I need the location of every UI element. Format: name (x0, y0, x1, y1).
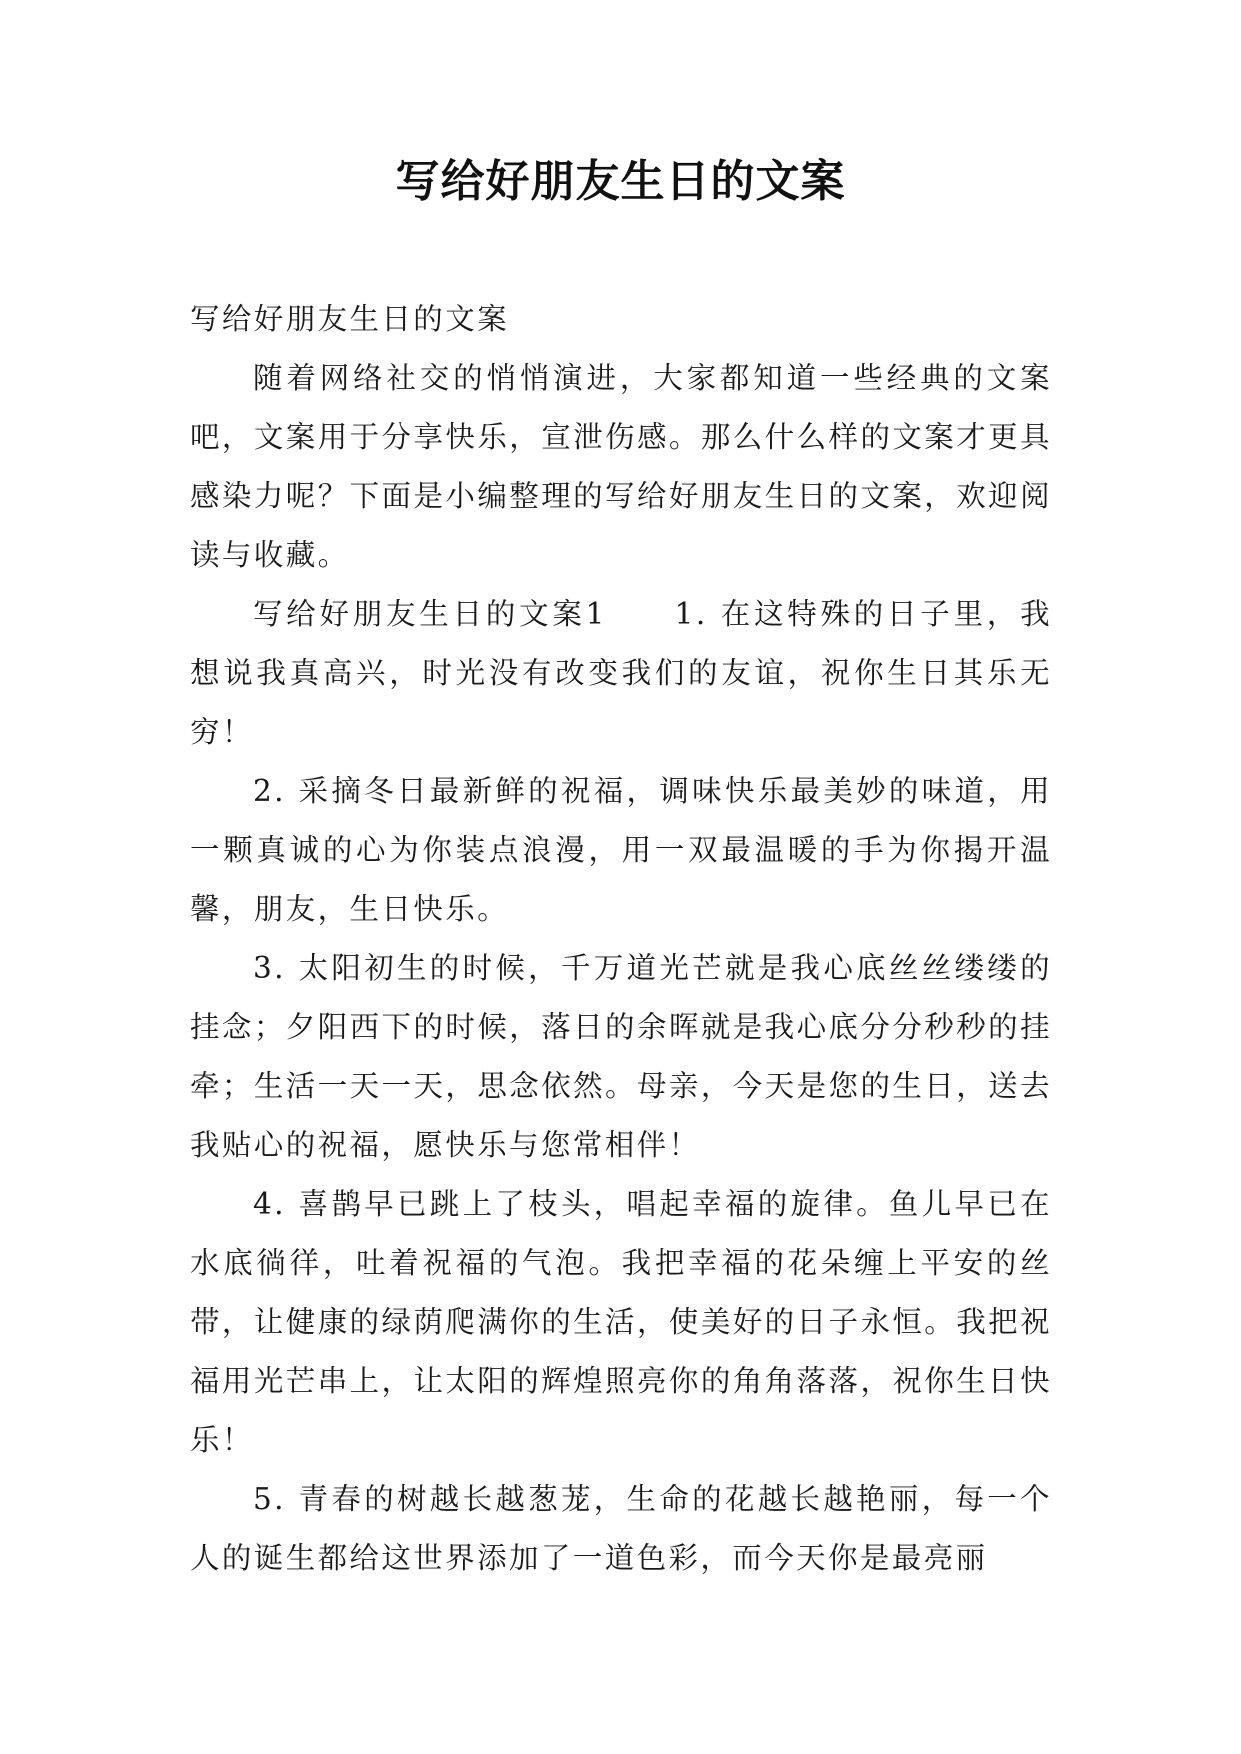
paragraph-item-3: 3. 太阳初生的时候，千万道光芒就是我心底丝丝缕缕的挂念；夕阳西下的时候，落日的余晖就是我心底分分秒秒的挂牵；生活一天一天，思念依然。母亲，今天是您的生日，送去我贴心的祝福，愿快乐与您常相伴！ (190, 951, 1052, 1162)
paragraph-intro: 随着网络社交的悄悄演进，大家都知道一些经典的文案吧，文案用于分享快乐，宣泄伤感。那么什么样的文案才更具感染力呢？下面是小编整理的写给好朋友生日的文案，欢迎阅读与收藏。 (190, 361, 1052, 572)
paragraph-heading: 写给好朋友生日的文案 (190, 302, 510, 336)
paragraph-item-1: 写给好朋友生日的文案1 1. 在这特殊的日子里，我想说我真高兴，时光没有改变我们的友谊，祝你生日其乐无穷！ (190, 597, 1052, 749)
paragraph-item-2: 2. 采摘冬日最新鲜的祝福，调味快乐最美妙的味道，用一颗真诚的心为你装点浪漫，用一双最温暖的手为你揭开温馨，朋友，生日快乐。 (190, 774, 1052, 926)
document-title: 写给好朋友生日的文案 (395, 156, 846, 207)
document-body (190, 290, 1052, 1588)
paragraph-item-5: 5. 青春的树越长越葱茏，生命的花越长越艳丽，每一个人的诞生都给这世界添加了一道色彩，而今天你是最亮丽 (190, 1482, 1052, 1575)
paragraph-item-4: 4. 喜鹊早已跳上了枝头，唱起幸福的旋律。鱼儿早已在水底徜徉，吐着祝福的气泡。我把幸福的花朵缠上平安的丝带，让健康的绿荫爬满你的生活，使美好的日子永恒。我把祝福用光芒串上，让太阳的辉煌照亮你的角角落落，祝你生日快乐！ (190, 1187, 1052, 1457)
